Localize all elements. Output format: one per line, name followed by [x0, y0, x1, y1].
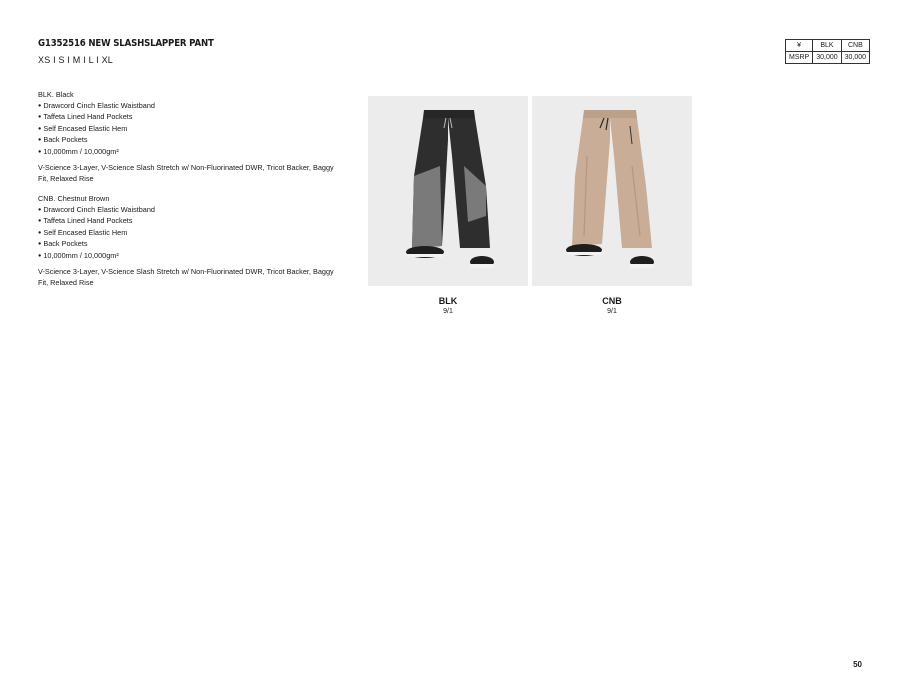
feature-item: ● Taffeta Lined Hand Pockets	[38, 216, 338, 228]
feature-item: ● Back Pockets	[38, 239, 338, 251]
feature-list	[38, 101, 338, 159]
feature-list	[38, 205, 338, 263]
tech-spec: V-Science 3-Layer, V-Science Slash Stretch w/ Non-Fluorinated DWR, Tricot Backer, Baggy Fit, Relaxed Rise	[38, 267, 334, 287]
feature-item: ● Self Encased Elastic Hem	[38, 124, 338, 136]
colorway-caption-blk	[368, 296, 528, 316]
delivery-date: 9/1	[607, 308, 617, 315]
feature-item: ● Back Pockets	[38, 135, 338, 147]
variant-name: BLK. Black	[38, 90, 74, 99]
variant-blk	[38, 90, 338, 184]
price-table-header-row	[786, 40, 870, 52]
product-title: G1352516 NEW SLASHSLAPPER PANT	[38, 38, 214, 49]
feature-item: ● 10,000mm / 10,000gm²	[38, 147, 338, 159]
page-number: 50	[853, 660, 862, 669]
product-description	[38, 90, 338, 288]
tan-pant-photo	[532, 96, 692, 286]
colorway-code: BLK	[438, 296, 458, 306]
size-range: XS I S I M I L I XL	[38, 55, 113, 65]
colorway-code: CNB	[602, 296, 622, 306]
blk-price: 30,000	[813, 52, 841, 64]
delivery-date: 9/1	[443, 308, 453, 315]
feature-item: ● Drawcord Cinch Elastic Waistband	[38, 101, 338, 113]
colorway-caption-cnb	[532, 296, 692, 316]
feature-item: ● Self Encased Elastic Hem	[38, 228, 338, 240]
cnb-price: 30,000	[841, 52, 869, 64]
variant-cnb	[38, 194, 338, 288]
feature-item: ● 10,000mm / 10,000gm²	[38, 251, 338, 263]
blk-header: BLK	[813, 40, 841, 52]
msrp-label: MSRP	[786, 52, 813, 64]
feature-item: ● Drawcord Cinch Elastic Waistband	[38, 205, 338, 217]
tech-spec: V-Science 3-Layer, V-Science Slash Stretch w/ Non-Fluorinated DWR, Tricot Backer, Baggy Fit, Relaxed Rise	[38, 163, 334, 183]
feature-item: ● Taffeta Lined Hand Pockets	[38, 112, 338, 124]
black-gray-pant-photo	[368, 96, 528, 286]
currency-header: ¥	[786, 40, 813, 52]
price-table-row	[786, 52, 870, 64]
cnb-header: CNB	[841, 40, 869, 52]
price-table	[785, 39, 870, 64]
variant-name: CNB. Chestnut Brown	[38, 194, 110, 203]
